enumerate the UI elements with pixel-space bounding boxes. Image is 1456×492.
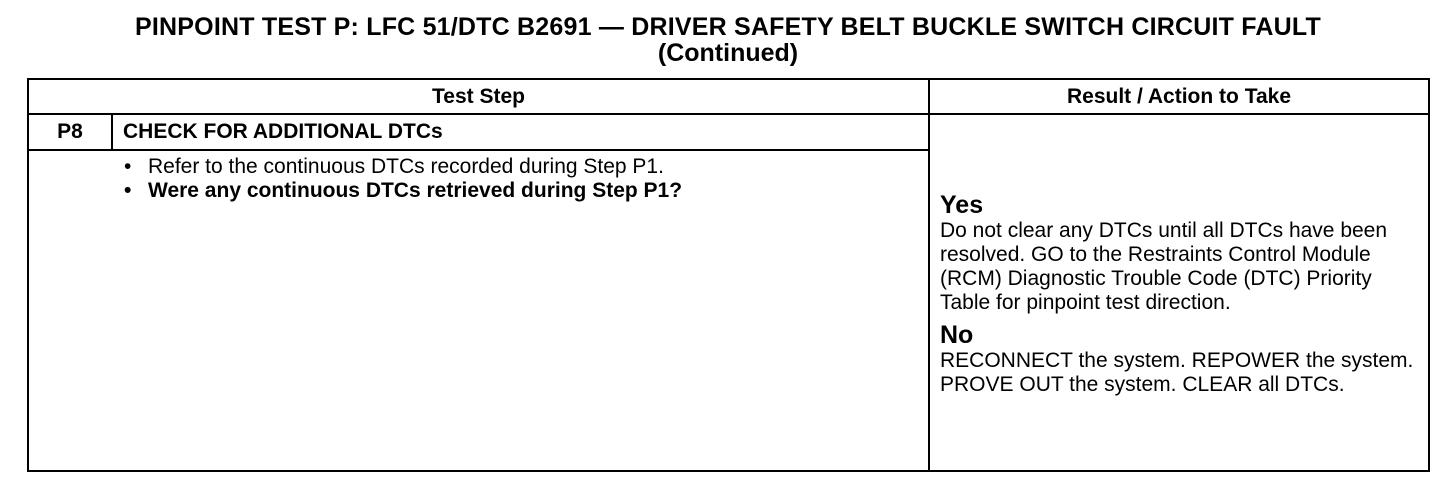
step-number: P8: [28, 114, 112, 150]
result-no-action: RECONNECT the system. REPOWER the system. PROVE OUT the system. CLEAR all DTCs.: [940, 349, 1414, 396]
bullet-glyph: •: [124, 155, 132, 178]
page-title: PINPOINT TEST P: LFC 51/DTC B2691 — DRIVER SAFETY BELT BUCKLE SWITCH CIRCUIT FAULT: [135, 13, 1321, 41]
result-no-label: No: [940, 321, 974, 349]
bullet-question: Were any continuous DTCs retrieved during Step P1?: [148, 179, 683, 202]
step-body: [112, 150, 929, 471]
result-yes-label: Yes: [940, 191, 984, 219]
list-item: [124, 179, 928, 203]
result-yes-action: Do not clear any DTCs until all DTCs have been resolved. GO to the Restraints Control Module (RCM) Diagnostic Trouble Code (DTC) Priority Table for pinpoint test direction.: [940, 219, 1388, 314]
step-bullet-list: [112, 155, 928, 203]
page-subtitle: (Continued): [657, 39, 799, 67]
pinpoint-test-table: [27, 78, 1430, 472]
header-result-action: Result / Action to Take: [929, 79, 1429, 114]
bullet-text: Refer to the continuous DTCs recorded during Step P1.: [148, 155, 664, 178]
step-name: CHECK FOR ADDITIONAL DTCs: [112, 114, 929, 150]
bullet-glyph: •: [124, 179, 132, 202]
list-item: [124, 155, 928, 179]
step-number-blank: [28, 150, 112, 471]
header-test-step: Test Step: [28, 79, 929, 114]
result-cell: [929, 114, 1429, 471]
